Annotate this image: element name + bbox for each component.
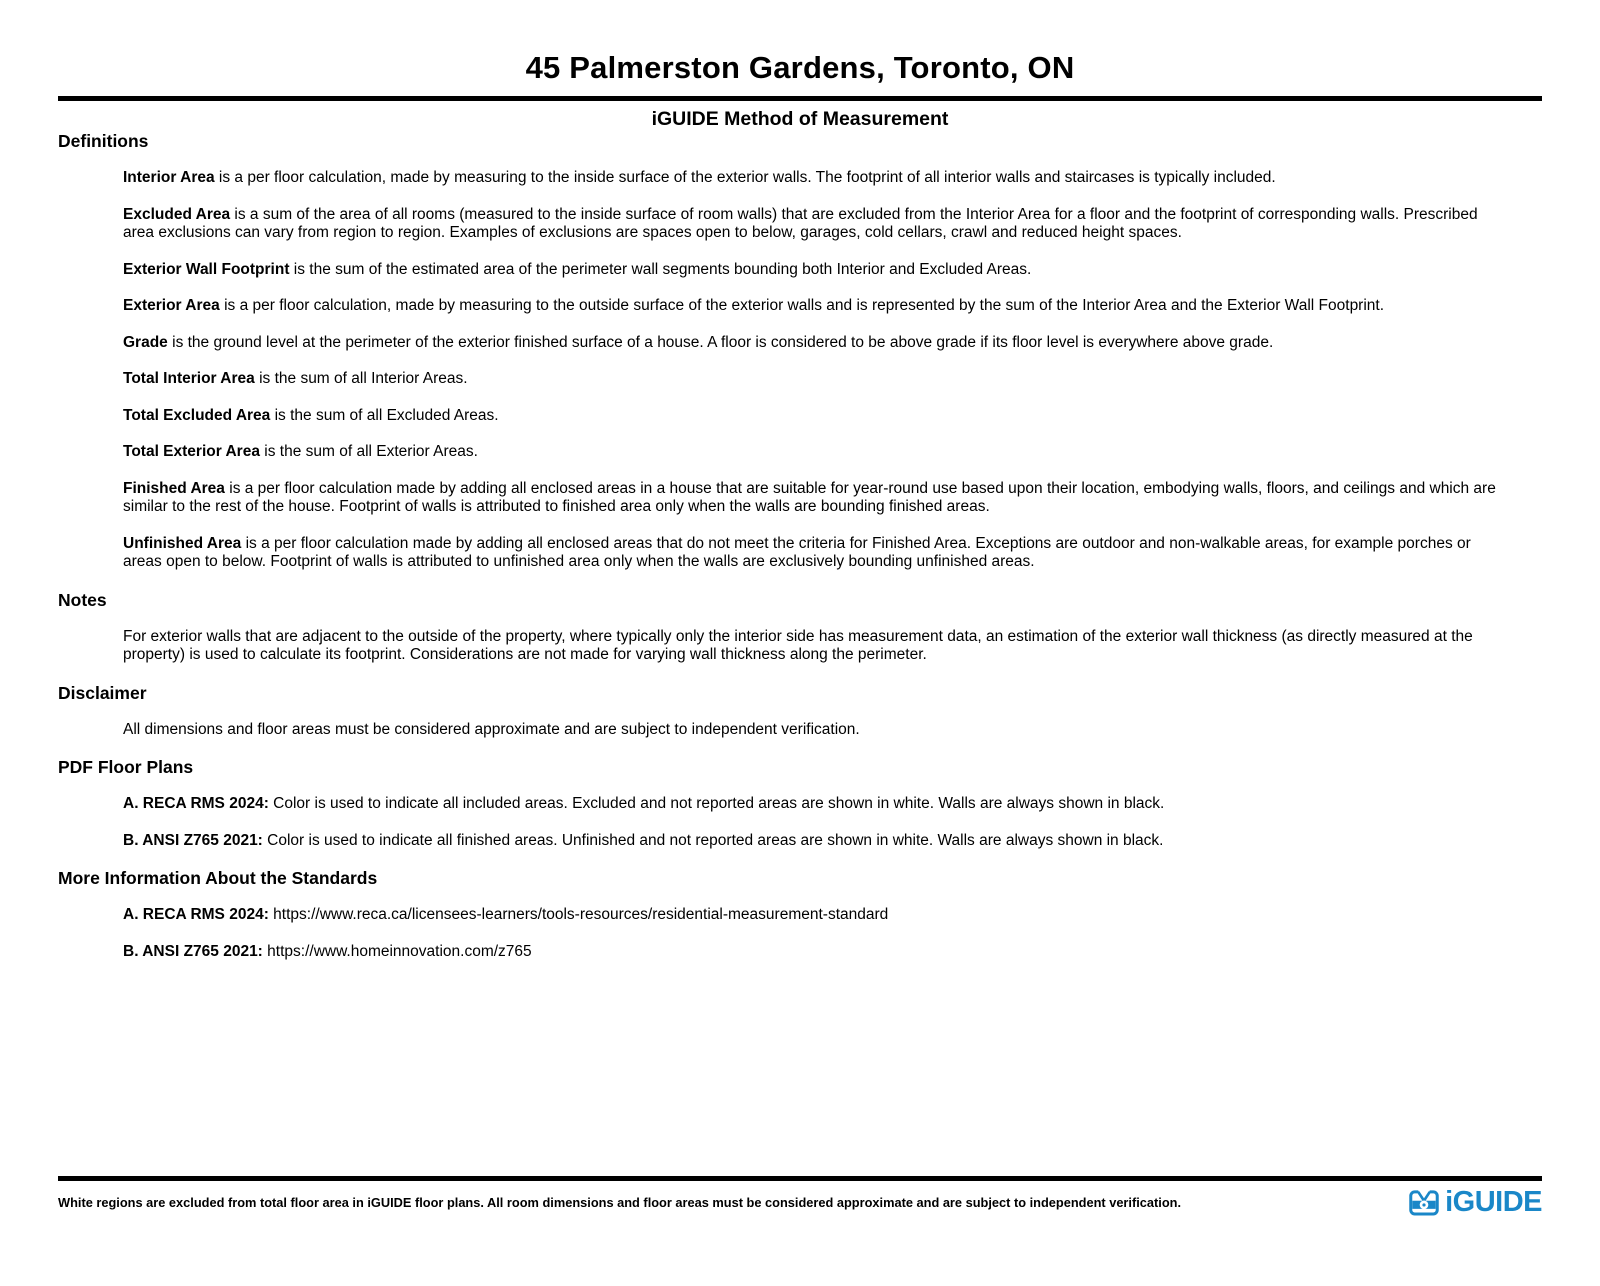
paragraph (123, 370, 1507, 389)
section-heading: PDF Floor Plans (58, 757, 194, 777)
paragraph-text: Color is used to indicate all finished areas. Unfinished and not reported areas are shown in white. Walls are always shown in black. (262, 831, 1164, 849)
paragraph-text: is the sum of all Exterior Areas. (259, 443, 478, 460)
term-label: Interior Area (123, 169, 215, 186)
paragraph (123, 480, 1507, 517)
iguide-logo (1409, 1188, 1542, 1216)
paragraph-text: is the ground level at the perimeter of the exterior finished surface of a house. A floor is considered to be above grade if its floor level is everywhere above grade. (167, 333, 1274, 351)
term-label: Unfinished Area (123, 534, 242, 552)
paragraph (123, 407, 1507, 426)
paragraph (123, 535, 1507, 572)
paragraph-text: is a sum of the area of all rooms (measured to the inside surface of room walls) that are excluded from the Interior Area for a floor and the footprint of corresponding walls. Prescribed area exclusions can vary from region to region. Examples of exclusions are spaces open to below, garages, cold cellars, crawl and reduced height spaces. (123, 205, 1478, 241)
section (58, 131, 1542, 572)
bottom-rule (58, 1176, 1542, 1181)
term-label: Grade (123, 333, 168, 351)
paragraph (123, 795, 1507, 814)
top-rule (58, 96, 1542, 101)
term-label: Excluded Area (123, 205, 231, 223)
standard-url[interactable]: https://www.reca.ca/licensees-learners/tools-resources/residential-measurement-standard (268, 906, 889, 923)
section (58, 757, 1542, 850)
term-label: Finished Area (123, 479, 225, 497)
paragraph (123, 906, 1507, 925)
paragraph (123, 169, 1507, 188)
term-label: Exterior Wall Footprint (123, 260, 290, 278)
paragraph-text: is the sum of all Interior Areas. (254, 370, 468, 387)
paragraph (123, 261, 1507, 280)
section (58, 868, 1542, 961)
paragraph-text: is a per floor calculation, made by measuring to the inside surface of the exterior walls. The footprint of all interior walls and staircases is typically included. (214, 169, 1276, 186)
section-heading: More Information About the Standards (58, 868, 378, 888)
paragraph-text: For exterior walls that are adjacent to the outside of the property, where typically only the interior side has measurement data, an estimation of the exterior wall thickness (as directly measured at the property) is used to calculate its footprint. Considerations are not made for varying wall thickness along the perimeter. (123, 627, 1473, 663)
term-label: B. ANSI Z765 2021: (123, 942, 263, 960)
page-subtitle: iGUIDE Method of Measurement (651, 108, 949, 130)
term-label: Total Exterior Area (123, 443, 260, 460)
document-body (58, 131, 1542, 961)
paragraph (123, 206, 1507, 243)
section-heading: Disclaimer (58, 682, 147, 703)
footer-row (58, 1188, 1542, 1216)
paragraph (123, 297, 1507, 316)
term-label: B. ANSI Z765 2021: (123, 831, 263, 849)
paragraph-text: All dimensions and floor areas must be considered approximate and are subject to independent verification. (123, 720, 860, 738)
term-label: A. RECA RMS 2024: (123, 906, 269, 923)
paragraph (123, 334, 1507, 353)
page-footer (58, 1176, 1542, 1216)
term-label: Exterior Area (123, 297, 220, 314)
iguide-logo-text: iGUIDE (1445, 1186, 1542, 1218)
section-heading: Notes (58, 589, 107, 610)
footer-disclaimer-note: White regions are excluded from total floor area in iGUIDE floor plans. All room dimensions and floor areas must be considered approximate and are subject to independent verification. (58, 1194, 1182, 1210)
paragraph (123, 628, 1507, 665)
standard-url[interactable]: https://www.homeinnovation.com/z765 (262, 942, 532, 960)
paragraph-text: Color is used to indicate all included areas. Excluded and not reported areas are shown in white. Walls are always shown in black. (268, 795, 1165, 812)
paragraph (123, 832, 1507, 851)
page-title: 45 Palmerston Gardens, Toronto, ON (525, 50, 1075, 85)
iguide-camera-icon (1409, 1189, 1439, 1216)
paragraph (123, 721, 1507, 740)
section (58, 683, 1542, 740)
section-heading: Definitions (58, 131, 149, 151)
term-label: Total Interior Area (123, 370, 255, 387)
paragraph (123, 443, 1507, 462)
paragraph-text: is the sum of all Excluded Areas. (270, 406, 499, 424)
term-label: Total Excluded Area (123, 406, 271, 424)
paragraph-text: is a per floor calculation, made by measuring to the outside surface of the exterior walls and is represented by the sum of the Interior Area and the Exterior Wall Footprint. (219, 297, 1385, 314)
section (58, 590, 1542, 665)
document-page (0, 50, 1600, 1286)
paragraph-text: is a per floor calculation made by adding all enclosed areas in a house that are suitable for year-round use based upon their location, embodying walls, floors, and ceilings and which are similar to the rest of the house. Footprint of walls is attributed to finished area only when the walls are bounding finished areas. (123, 479, 1496, 515)
paragraph (123, 943, 1507, 962)
paragraph-text: is a per floor calculation made by adding all enclosed areas that do not meet the criteria for Finished Area. Exceptions are outdoor and non-walkable areas, for example porches or areas open to below. Footprint of walls is attributed to unfinished area only when the walls are exclusively bounding unfinished areas. (123, 534, 1471, 570)
paragraph-text: is the sum of the estimated area of the perimeter wall segments bounding both Interior and Excluded Areas. (289, 260, 1032, 278)
term-label: A. RECA RMS 2024: (123, 795, 269, 812)
